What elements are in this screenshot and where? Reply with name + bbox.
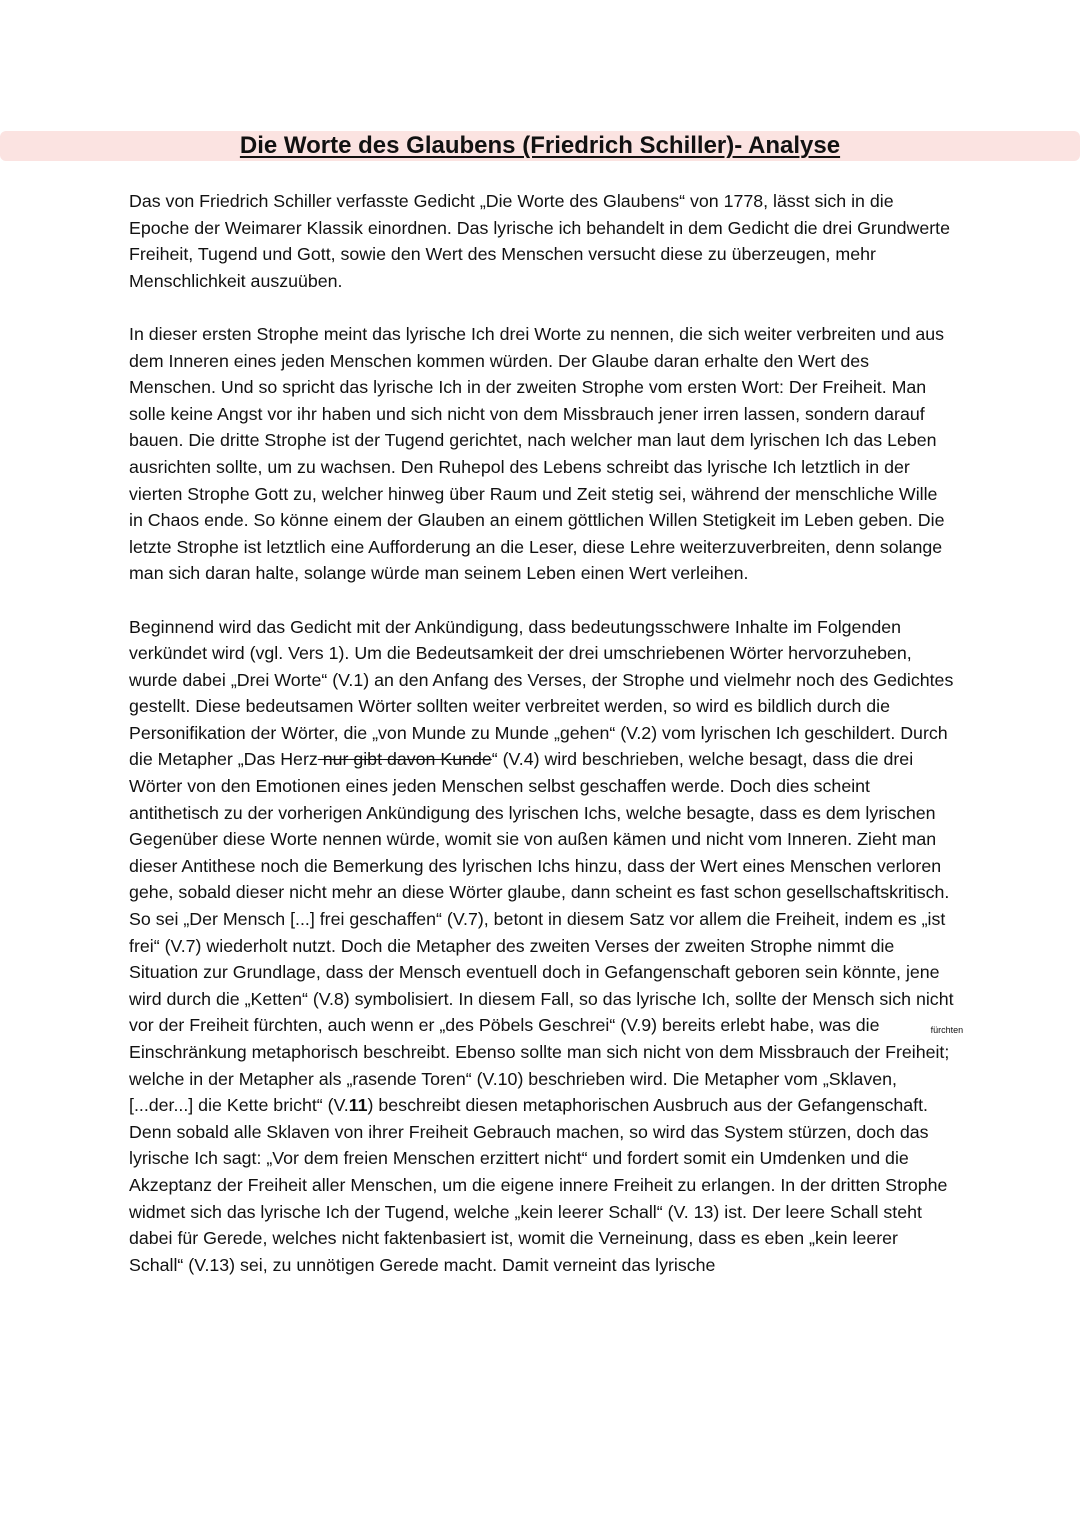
- struck-text: nur gibt davon Kunde: [317, 749, 492, 770]
- summary-paragraph: In dieser ersten Strophe meint das lyrische Ich drei Worte zu nennen, die sich weiter verbreiten und aus dem Inneren eines jeden Menschen kommen würden. Der Glaube daran erhalte den Wert des Menschen. Und so spricht das lyrische Ich in der zweiten Strophe vom ersten Wort: Der Freiheit. Man solle keine Angst vor ihr haben und sich nicht von dem Missbrauch jener irren lassen, sondern darauf bauen. Die dritte Strophe ist der Tugend gerichtet, nach welcher man laut dem lyrischen Ich das Leben ausrichten sollte, um zu wachsen. Den Ruhepol des Lebens schreibt das lyrische Ich letztlich in der vierten Strophe Gott zu, welcher hinweg über Raum und Zeit stetig sei, während der menschliche Wille in Chaos ende. So könne einem der Glauben an einem göttlichen Willen Stetigkeit im Leben geben. Die letzte Strophe ist letztlich eine Aufforderung an die Leser, diese Lehre weiterzuverbreiten, denn solange man sich daran halte, solange würde man seinem Leben einen Wert verleihen.: [129, 323, 945, 584]
- verse-ref-bold: 11: [348, 1095, 368, 1116]
- analysis-paragraph: [129, 614, 964, 1279]
- handwritten-insertion: [930, 1025, 964, 1066]
- insertion-note: fürchten: [930, 1025, 964, 1035]
- analysis-text-2: “ (V.4) wird beschrieben, welche besagt, dass die drei Wörter von den Emotionen eines jeden Menschen selbst geschaffen werde. Doch dies scheint antithetisch zu der vorherigen Ankündigung des lyrischen Ichs, welche besagte, dass es dem lyrischen Gegenüber diese Worte nennen würde, womit sie von außen kämen und nicht vom Inneren. Zieht man dieser Antithese noch die Bemerkung des lyrischen Ichs hinzu, dass der Wert eines Menschen verloren gehe, sobald dieser nicht mehr an diese Wörter glaube, dann scheint es fast schon gesellschaftskritisch. So sei „Der Mensch [...] frei geschaffen“ (V.7), betont in diesem Satz vor allem die Freiheit, indem es „ist frei“ (V.7) wiederholt nutzt. Doch die Metapher des zweiten Verses der zweiten Strophe nimmt die Situation zur Grundlage, dass der Mensch eventuell doch in Gefangenschaft geboren sein könnte, jene wird durch die „Ketten“ (V.8) symbolisiert. In diesem Fall, so das lyrische Ich, sollte der Mensch sich nicht vor der Freiheit fürchten, auch wenn er „des Pöbels Geschrei“ (V.9) bereits erlebt habe, was die Einschränkung metaphorisch beschreibt. Ebenso sollte man sich nicht von dem Missbrauch der Freiheit: [129, 749, 954, 1062]
- insertion-mark: ;: [944, 1042, 950, 1062]
- page-title: Die Worte des Glaubens (Friedrich Schiller)- Analyse: [239, 132, 841, 159]
- intro-paragraph: Das von Friedrich Schiller verfasste Gedicht „Die Worte des Glaubens“ von 1778, lässt sich in die Epoche der Weimarer Klassik einordnen. Das lyrische ich behandelt in dem Gedicht die drei Grundwerte Freiheit, Tugend und Gott, sowie den Wert des Menschen versucht diese zu überzeugen, mehr Menschlichkeit auszuüben.: [129, 191, 950, 291]
- analysis-text-3: welche in der Metapher als „rasende Toren“ (V.10) beschrieben wird. Die Metapher vom „Sklaven, [...der...] die Kette bricht“ (V.: [129, 1068, 897, 1116]
- analysis-text-4: ) beschreibt diesen metaphorischen Ausbruch aus der Gefangenschaft. Denn sobald alle Sklaven von ihrer Freiheit Gebrauch machen, so wird das System stürzen, doch das lyrische Ich sagt: „Vor dem freien Menschen erzittert nicht“ und fordert somit ein Umdenken und die Akzeptanz der Freiheit aller Menschen, um die eigene innere Freiheit zu erlangen. In der dritten Strophe widmet sich das lyrische Ich der Tugend, welche „kein leerer Schall“ (V. 13) ist. Der leere Schall steht dabei für Gerede, welches nicht faktenbasiert ist, womit die Verneinung, dass es eben „kein leerer Schall“ (V.13) sei, zu unnötigen Gerede macht. Damit verneint das lyrische: [129, 1095, 948, 1275]
- analysis-text-1: Beginnend wird das Gedicht mit der Ankündigung, dass bedeutungsschwere Inhalte im Folgenden verkündet wird (vgl. Vers 1). Um die Bedeutsamkeit der drei umschriebenen Wörter hervorzuheben, wurde dabei „Drei Worte“ (V.1) an den Anfang des Verses, der Strophe und vielmehr noch des Gedichtes gestellt. Diese bedeutsamen Wörter sollten weiter verbreitet werden, so wird es bildlich durch die Personifikation der Wörter, die „von Munde zu Munde „gehen“ (V.2) vom lyrischen Ich geschildert. Durch die Metapher „Das Herz: [129, 616, 954, 770]
- document-body: [129, 188, 964, 1305]
